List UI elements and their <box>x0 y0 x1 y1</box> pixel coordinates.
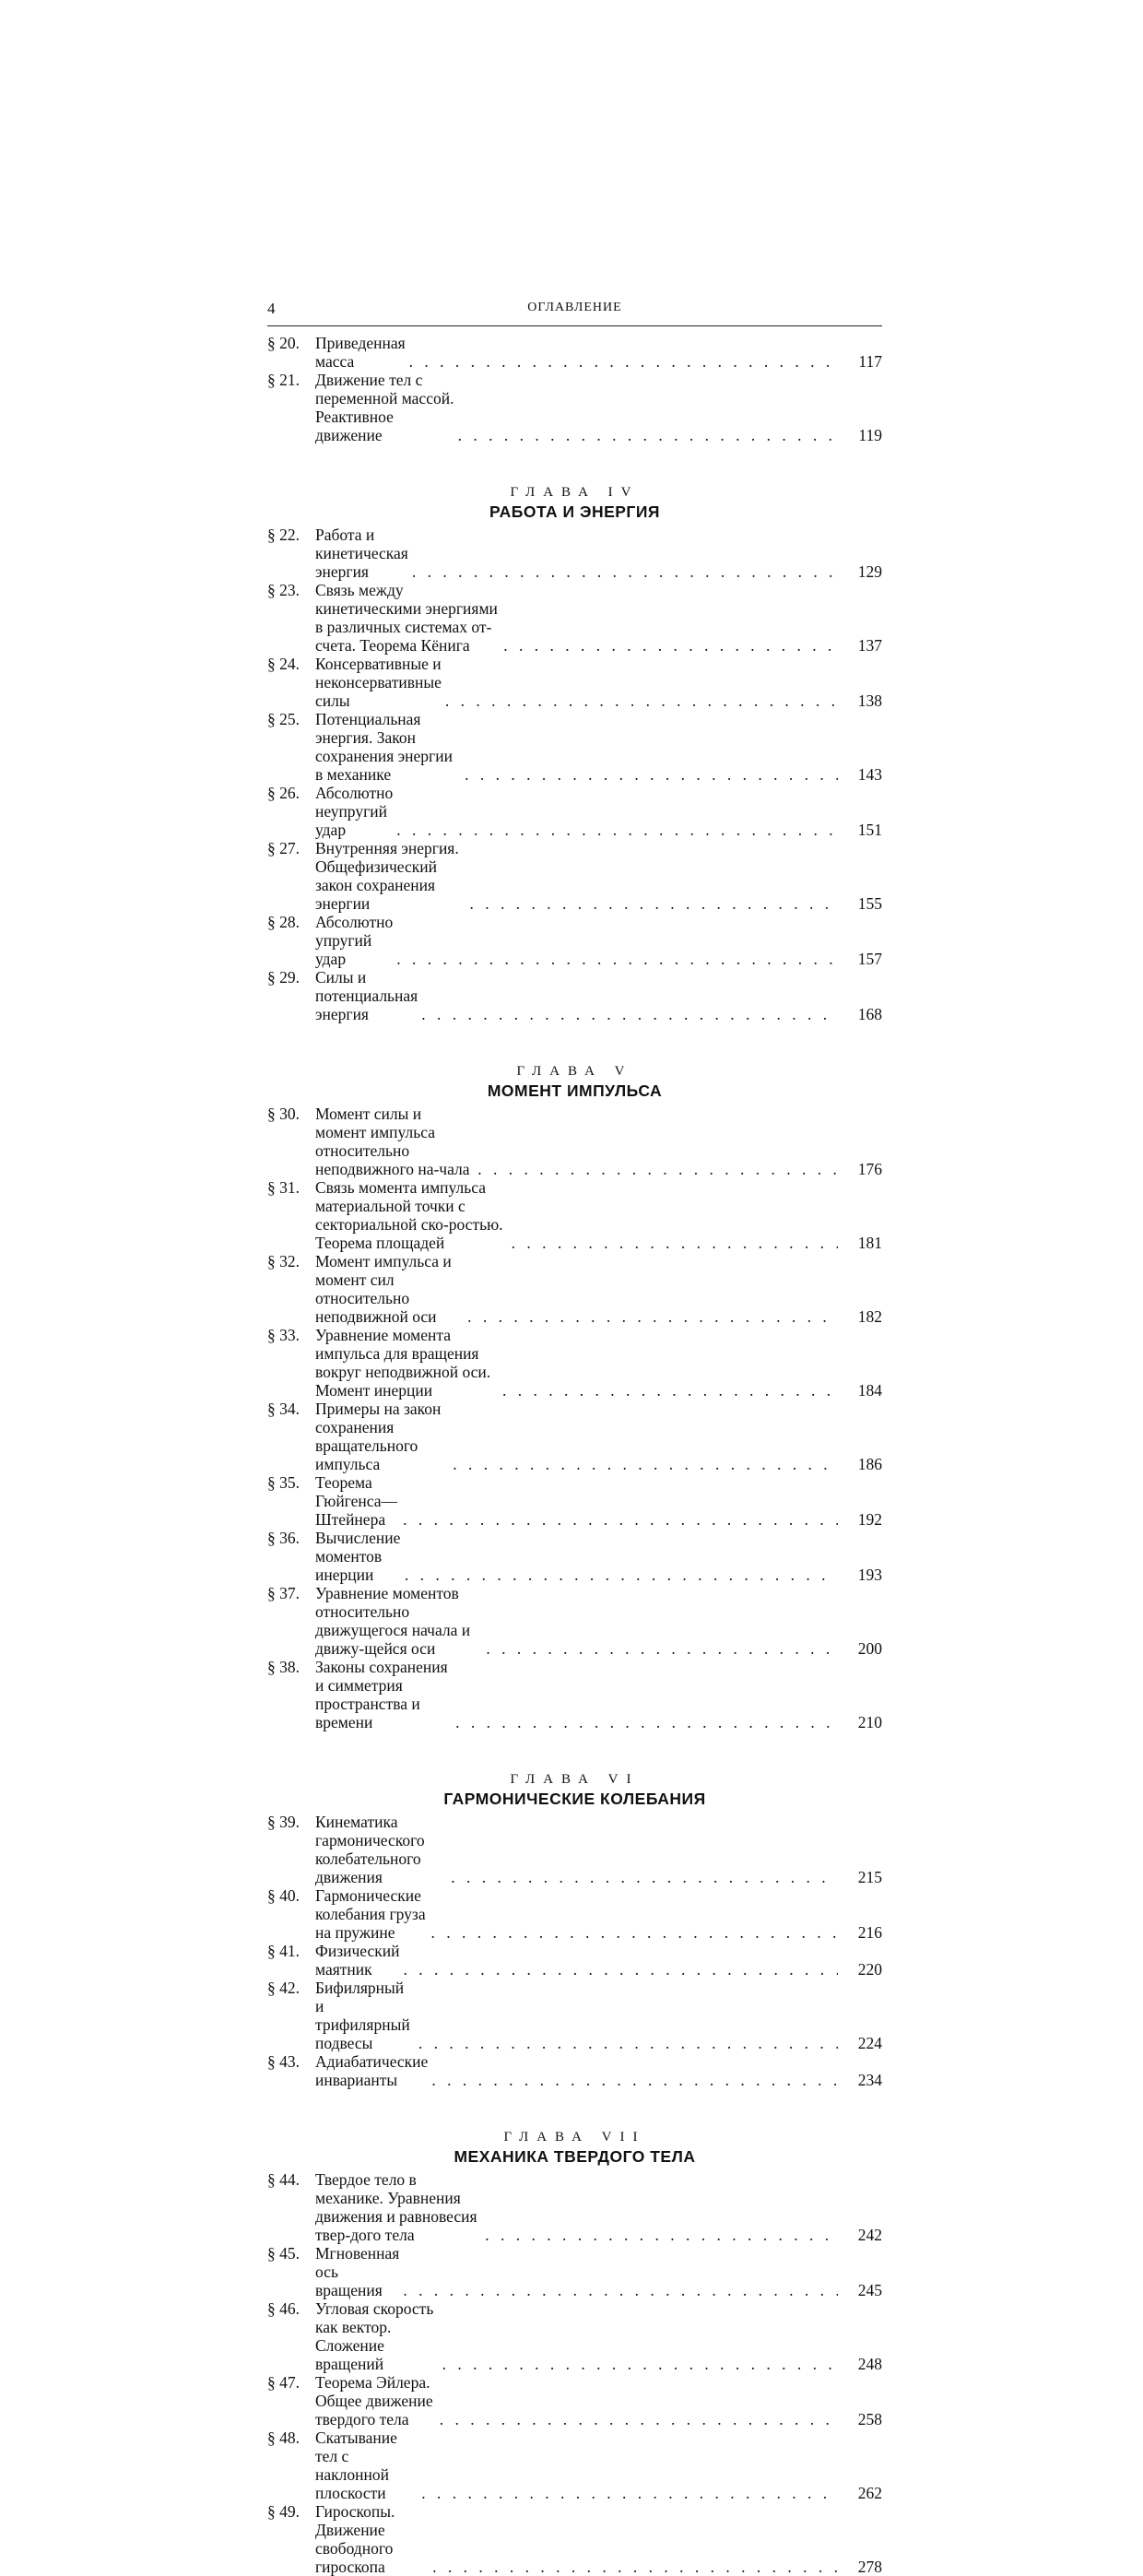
section-number: § 28. <box>267 913 300 931</box>
toc-entry <box>267 2299 882 2373</box>
entry-body <box>315 1178 882 1252</box>
section-title: Момент импульса и момент сил относительно неподвижной оси <box>315 1252 452 1326</box>
toc-entry <box>267 1813 882 1886</box>
section-title: Скатывание тел с наклонной плоскости <box>315 2428 397 2502</box>
table-of-contents <box>267 334 882 2576</box>
entry-body <box>315 334 882 371</box>
entry-body <box>315 2299 882 2373</box>
toc-entry <box>267 1105 882 1178</box>
section-number: § 23. <box>267 581 300 599</box>
toc-entry <box>267 655 882 710</box>
dot-leader <box>403 1960 838 1979</box>
section-number: § 27. <box>267 839 300 857</box>
toc-entry <box>267 839 882 913</box>
section-number: § 47. <box>267 2373 300 2392</box>
toc-entry <box>267 1326 882 1400</box>
entry-body <box>315 1658 882 1731</box>
chapter-title: МЕХАНИКА ТВЕРДОГО ТЕЛА <box>454 2147 696 2166</box>
section-page: 119 <box>858 426 882 444</box>
toc-entry <box>267 1979 882 2052</box>
dot-leader <box>421 1005 838 1023</box>
section-page: 168 <box>857 1005 882 1023</box>
toc-entry <box>267 1942 882 1979</box>
dot-leader <box>485 2226 838 2244</box>
page-number: 4 <box>267 300 276 317</box>
entry-body <box>315 1886 882 1942</box>
dot-leader <box>486 1639 838 1658</box>
dot-leader <box>412 562 838 581</box>
section-title: Гироскопы. Движение свободного гироскопа <box>315 2502 395 2576</box>
toc-entry <box>267 2244 882 2299</box>
entry-body <box>315 1473 882 1529</box>
section-number: § 48. <box>267 2428 300 2447</box>
section-number: § 43. <box>267 2052 300 2071</box>
dot-leader <box>451 1868 838 1886</box>
dot-leader <box>432 2558 838 2576</box>
section-title: Абсолютно упругий удар <box>315 913 394 968</box>
toc-entry <box>267 2373 882 2428</box>
toc-entry <box>267 1252 882 1326</box>
dot-leader <box>467 1307 838 1326</box>
toc-entry <box>267 710 882 784</box>
section-number: § 38. <box>267 1658 300 1676</box>
section-title: Гармонические колебания груза на пружине <box>315 1886 426 1942</box>
entry-body <box>315 2052 882 2089</box>
section-page: 176 <box>857 1160 882 1178</box>
section-page: 224 <box>857 2034 882 2052</box>
dot-leader <box>421 2484 838 2502</box>
section-number: § 30. <box>267 1105 300 1123</box>
entry-body <box>315 1813 882 1886</box>
section-page: 210 <box>857 1713 882 1731</box>
entry-body <box>315 2428 882 2502</box>
section-page: 215 <box>857 1868 882 1886</box>
dot-leader <box>403 1510 838 1529</box>
section-page: 137 <box>857 636 882 655</box>
section-title: Законы сохранения и симметрия пространства и времени <box>315 1658 448 1731</box>
toc-entry <box>267 913 882 968</box>
toc-entry <box>267 2170 882 2244</box>
entry-body <box>315 710 882 784</box>
section-title: Потенциальная энергия. Закон сохранения энергии в механике <box>315 710 453 784</box>
section-page: 117 <box>858 352 882 371</box>
section-number: § 49. <box>267 2502 300 2521</box>
section-title: Бифилярный и трифилярный подвесы <box>315 1979 410 2052</box>
section-title: Уравнение моментов относительно движущегося начала и движу-щейся оси <box>315 1584 471 1658</box>
running-title: ОГЛАВЛЕНИЕ <box>527 301 622 314</box>
section-number: § 46. <box>267 2299 300 2318</box>
entry-body <box>315 1979 882 2052</box>
section-title: Угловая скорость как вектор. Сложение вращений <box>315 2299 434 2373</box>
section-page: 248 <box>857 2355 882 2373</box>
section-page: 200 <box>857 1639 882 1658</box>
entry-body <box>315 2373 882 2428</box>
section-page: 143 <box>857 765 882 784</box>
toc-entry <box>267 784 882 839</box>
toc-entry <box>267 1473 882 1529</box>
section-page: 155 <box>857 894 882 913</box>
section-number: § 45. <box>267 2244 300 2263</box>
section-number: § 25. <box>267 710 300 728</box>
section-page: 192 <box>857 1510 882 1529</box>
entry-body <box>315 1252 882 1326</box>
section-page: 245 <box>857 2281 882 2299</box>
section-title: Работа и кинетическая энергия <box>315 526 408 581</box>
section-page: 157 <box>857 950 882 968</box>
section-number: § 35. <box>267 1473 300 1492</box>
dot-leader <box>453 1455 838 1473</box>
chapter-title: МОМЕНТ ИМПУЛЬСА <box>487 1081 663 1100</box>
section-title: Момент силы и момент импульса относительно неподвижного на-чала <box>315 1105 470 1178</box>
entry-body <box>315 1326 882 1400</box>
dot-leader <box>503 636 838 655</box>
section-page: 193 <box>857 1566 882 1584</box>
section-number: § 20. <box>267 334 300 352</box>
section-title: Внутренняя энергия. Общефизический закон сохранения энергии <box>315 839 459 913</box>
section-number: § 39. <box>267 1813 300 1831</box>
section-number: § 32. <box>267 1252 300 1270</box>
section-page: 181 <box>857 1234 882 1252</box>
entry-body <box>315 839 882 913</box>
section-title: Приведенная масса <box>315 334 406 371</box>
dot-leader <box>442 2355 838 2373</box>
dot-leader <box>445 691 838 710</box>
dot-leader <box>396 950 838 968</box>
section-number: § 24. <box>267 655 300 673</box>
chapter-block <box>267 1772 882 2089</box>
section-number: § 44. <box>267 2170 300 2189</box>
chapter-label: ГЛАВА V <box>516 1064 633 1079</box>
dot-leader <box>431 2071 838 2089</box>
section-title: Примеры на закон сохранения вращательного импульса <box>315 1400 442 1473</box>
dot-leader <box>455 1713 838 1731</box>
dot-leader <box>502 1381 838 1400</box>
chapter-list <box>267 485 882 2576</box>
entry-body <box>315 913 882 968</box>
entry-body <box>315 1584 882 1658</box>
dot-leader <box>403 2281 838 2299</box>
chapter-block <box>267 1064 882 1731</box>
toc-entry <box>267 581 882 655</box>
chapter-block <box>267 2130 882 2576</box>
entry-body <box>315 2170 882 2244</box>
entry-body <box>315 2244 882 2299</box>
toc-entry <box>267 2428 882 2502</box>
toc-entry <box>267 968 882 1023</box>
section-page: 138 <box>857 691 882 710</box>
section-title: Мгновенная ось вращения <box>315 2244 400 2299</box>
section-title: Консервативные и неконсервативные силы <box>315 655 442 710</box>
dot-leader <box>405 1566 838 1584</box>
section-title: Связь между кинетическими энергиями в различных системах от-счета. Теорема Кёнига <box>315 581 498 655</box>
entry-body <box>315 1105 882 1178</box>
section-page: 184 <box>857 1381 882 1400</box>
entry-body <box>315 1529 882 1584</box>
dot-leader <box>512 1234 838 1252</box>
entry-body <box>315 968 882 1023</box>
section-page: 220 <box>857 1960 882 1979</box>
toc-entry <box>267 1658 882 1731</box>
chapter-block <box>267 485 882 1023</box>
dot-leader <box>477 1160 838 1178</box>
chapter-title: РАБОТА И ЭНЕРГИЯ <box>489 502 660 521</box>
chapter-title: ГАРМОНИЧЕСКИЕ КОЛЕБАНИЯ <box>443 1790 706 1808</box>
section-page: 278 <box>857 2558 882 2576</box>
section-title: Движение тел с переменной массой. Реактивное движение <box>315 371 454 444</box>
section-page: 262 <box>857 2484 882 2502</box>
toc-entry <box>267 2052 882 2089</box>
toc-entry <box>267 334 882 371</box>
section-page: 186 <box>857 1455 882 1473</box>
dot-leader <box>431 1923 838 1942</box>
section-title: Связь момента импульса материальной точки с секториальной ско-ростью. Теорема площадей <box>315 1178 503 1252</box>
section-page: 151 <box>857 821 882 839</box>
section-number: § 21. <box>267 371 300 389</box>
toc-entry <box>267 1178 882 1252</box>
section-number: § 40. <box>267 1886 300 1905</box>
section-number: § 26. <box>267 784 300 802</box>
section-number: § 33. <box>267 1326 300 1344</box>
dot-leader <box>440 2410 838 2428</box>
toc-entry <box>267 2502 882 2576</box>
section-title: Адиабатические инварианты <box>315 2052 429 2089</box>
section-title: Вычисление моментов инерции <box>315 1529 401 1584</box>
intro-entries <box>267 334 882 444</box>
toc-entry <box>267 1400 882 1473</box>
section-page: 182 <box>857 1307 882 1326</box>
section-number: § 36. <box>267 1529 300 1547</box>
entry-body <box>315 581 882 655</box>
section-number: § 22. <box>267 526 300 544</box>
chapter-label: ГЛАВА IV <box>510 485 640 500</box>
toc-entry <box>267 526 882 581</box>
section-title: Теорема Гюйгенса—Штейнера <box>315 1473 398 1529</box>
dot-leader <box>396 821 838 839</box>
page-header <box>267 298 882 326</box>
toc-entry <box>267 1584 882 1658</box>
section-page: 129 <box>857 562 882 581</box>
section-title: Теорема Эйлера. Общее движение твердого тела <box>315 2373 433 2428</box>
dot-leader <box>418 2034 838 2052</box>
chapter-label: ГЛАВА VI <box>510 1772 640 1787</box>
section-page: 216 <box>857 1923 882 1942</box>
section-page: 234 <box>857 2071 882 2089</box>
section-title: Уравнение момента импульса для вращения вокруг неподвижной оси. Момент инерции <box>315 1326 491 1400</box>
chapter-label: ГЛАВА VII <box>503 2130 646 2145</box>
toc-entry <box>267 1529 882 1584</box>
section-number: § 29. <box>267 968 300 987</box>
entry-body <box>315 1400 882 1473</box>
toc-entry <box>267 1886 882 1942</box>
section-title: Силы и потенциальная энергия <box>315 968 418 1023</box>
section-number: § 34. <box>267 1400 300 1418</box>
section-title: Твердое тело в механике. Уравнения движения и равновесия твер-дого тела <box>315 2170 477 2244</box>
section-page: 242 <box>857 2226 882 2244</box>
dot-leader <box>470 894 838 913</box>
dot-leader <box>465 765 838 784</box>
entry-body <box>315 2502 882 2576</box>
entry-body <box>315 371 882 444</box>
toc-entry <box>267 371 882 444</box>
entry-body <box>315 1942 882 1979</box>
entry-body <box>315 526 882 581</box>
entry-body <box>315 655 882 710</box>
entry-body <box>315 784 882 839</box>
dot-leader <box>409 352 838 371</box>
section-number: § 41. <box>267 1942 300 1960</box>
section-number: § 42. <box>267 1979 300 1997</box>
dot-leader <box>458 426 838 444</box>
section-page: 258 <box>857 2410 882 2428</box>
section-title: Абсолютно неупругий удар <box>315 784 394 839</box>
section-number: § 31. <box>267 1178 300 1197</box>
section-title: Физический маятник <box>315 1942 400 1979</box>
section-number: § 37. <box>267 1584 300 1602</box>
section-title: Кинематика гармонического колебательного движения <box>315 1813 425 1886</box>
